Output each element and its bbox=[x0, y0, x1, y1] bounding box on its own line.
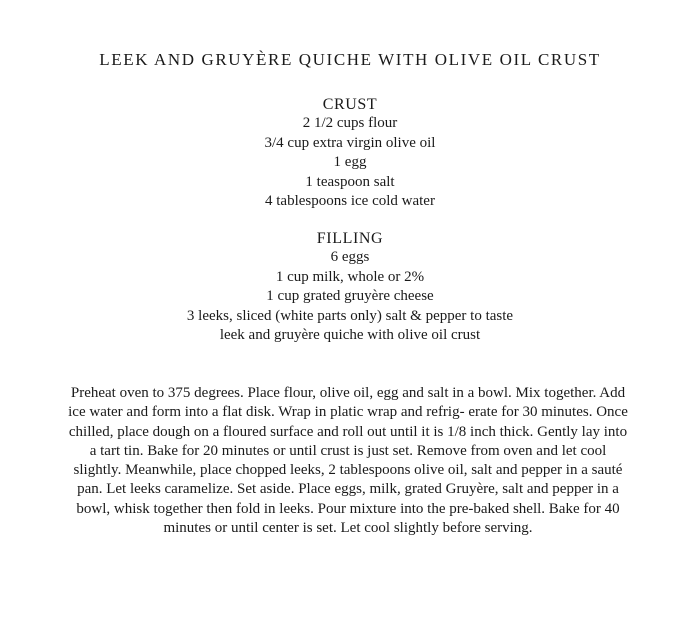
recipe-instructions: Preheat oven to 375 degrees. Place flour, olive oil, egg and salt in a bowl. Mix together. Add ice water and form into a flat disk. Wrap in platic wrap and refrig- erate for 30 minutes. Once chilled, place dough on a floured surface and roll out until it is 1/8 inch thick. Gently lay into a tart tin. Bake for 20 minutes or until crust is just set. Remove from oven and let cool slightly. Meanwhile, place chopped leeks, 2 tablespoons olive oil, salt and pepper in a sauté pan. Let leeks caramelize. Set aside. Place eggs, milk, grated Gruyère, salt and pepper in a bowl, whisk together then fold in leeks. Pour mixture into the pre-baked shell. Bake for 40 minutes or until center is set. Let cool slightly before serving. bbox=[68, 385, 628, 537]
crust-ingredient: 3/4 cup extra virgin olive oil bbox=[264, 134, 436, 151]
filling-ingredient: 3 leeks, sliced (white parts only) salt & pepper to taste bbox=[186, 307, 514, 324]
filling-ingredient: 1 cup grated gruyère cheese bbox=[266, 288, 434, 305]
crust-ingredient: 2 1/2 cups flour bbox=[302, 115, 398, 132]
filling-ingredient: 6 eggs bbox=[330, 249, 370, 266]
filling-ingredient: leek and gruyère quiche with olive oil crust bbox=[219, 327, 481, 344]
crust-ingredient: 4 tablespoons ice cold water bbox=[265, 193, 435, 210]
crust-ingredient: 1 egg bbox=[333, 154, 367, 171]
crust-ingredient: 1 teaspoon salt bbox=[305, 173, 395, 190]
crust-heading: CRUST bbox=[322, 96, 378, 113]
crust-section bbox=[0, 95, 700, 211]
recipe-title: LEEK AND GRUYÈRE QUICHE WITH OLIVE OIL CRUST bbox=[99, 50, 601, 69]
filling-heading: FILLING bbox=[316, 230, 384, 247]
filling-section bbox=[0, 229, 700, 345]
filling-ingredient: 1 cup milk, whole or 2% bbox=[275, 268, 425, 285]
